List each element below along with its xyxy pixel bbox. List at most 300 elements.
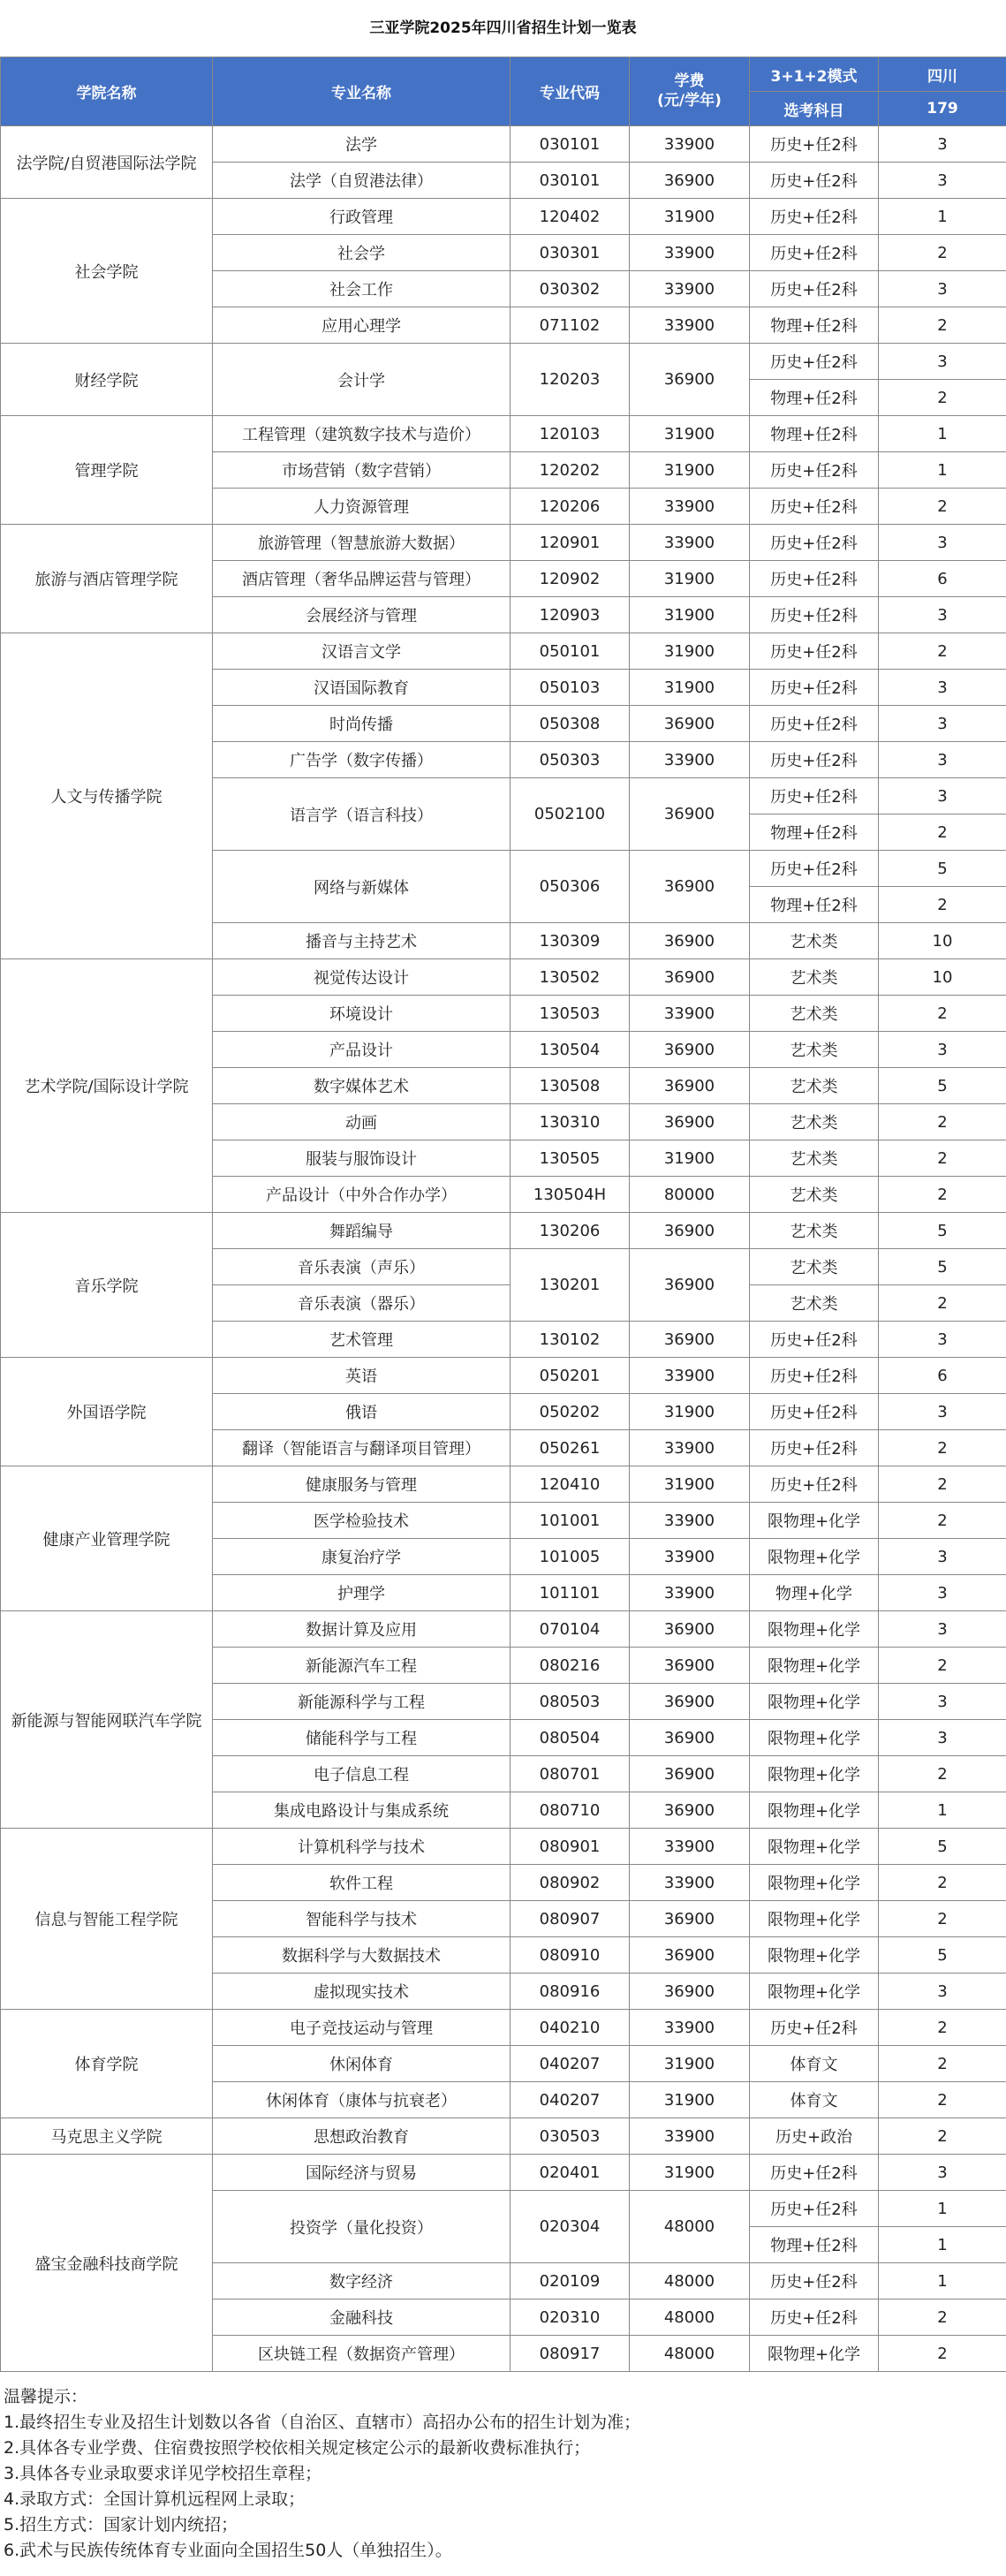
plan-count: 2 bbox=[879, 1285, 1006, 1322]
admission-plan-table bbox=[0, 57, 1006, 2372]
plan-count: 3 bbox=[879, 778, 1006, 814]
plan-count: 3 bbox=[879, 1575, 1006, 1611]
plan-count: 5 bbox=[879, 1213, 1006, 1249]
subject-requirement: 历史+任2科 bbox=[750, 163, 879, 199]
major-code: 130201 bbox=[511, 1249, 630, 1322]
subject-requirement: 历史+任2科 bbox=[750, 199, 879, 235]
subject-requirement: 艺术类 bbox=[750, 923, 879, 959]
plan-count: 1 bbox=[879, 452, 1006, 489]
major-code: 030302 bbox=[511, 271, 630, 307]
tuition-fee: 31900 bbox=[630, 597, 750, 633]
subject-requirement: 艺术类 bbox=[750, 1032, 879, 1068]
subject-requirement: 历史+任2科 bbox=[750, 2010, 879, 2046]
plan-count: 3 bbox=[879, 706, 1006, 742]
major-name: 音乐表演（声乐） bbox=[213, 1249, 511, 1285]
header-fee bbox=[630, 57, 750, 126]
major-name: 服装与服饰设计 bbox=[213, 1140, 511, 1177]
tuition-fee: 48000 bbox=[630, 2263, 750, 2299]
major-name: 工程管理（建筑数字技术与造价） bbox=[213, 416, 511, 452]
subject-requirement: 限物理+化学 bbox=[750, 2336, 879, 2372]
major-code: 050306 bbox=[511, 851, 630, 923]
tuition-fee: 80000 bbox=[630, 1177, 750, 1213]
table-row bbox=[1, 959, 1006, 996]
notes-section bbox=[0, 2372, 1006, 2576]
major-code: 080907 bbox=[511, 1901, 630, 1937]
subject-requirement: 历史+任2科 bbox=[750, 706, 879, 742]
major-name: 数据计算及应用 bbox=[213, 1611, 511, 1648]
major-code: 080917 bbox=[511, 2336, 630, 2372]
tuition-fee: 36900 bbox=[630, 1611, 750, 1648]
major-name: 健康服务与管理 bbox=[213, 1466, 511, 1503]
plan-count: 3 bbox=[879, 271, 1006, 307]
college-name: 马克思主义学院 bbox=[1, 2118, 213, 2155]
major-code: 120402 bbox=[511, 199, 630, 235]
major-name: 计算机科学与技术 bbox=[213, 1829, 511, 1865]
major-code: 030503 bbox=[511, 2118, 630, 2155]
subject-requirement: 艺术类 bbox=[750, 1104, 879, 1140]
tuition-fee: 33900 bbox=[630, 1503, 750, 1539]
plan-count: 3 bbox=[879, 1684, 1006, 1720]
major-code: 080503 bbox=[511, 1684, 630, 1720]
major-code: 040207 bbox=[511, 2082, 630, 2118]
header-fee-line2: (元/学年) bbox=[632, 92, 747, 110]
tuition-fee: 33900 bbox=[630, 525, 750, 561]
plan-count: 2 bbox=[879, 489, 1006, 525]
table-row bbox=[1, 1829, 1006, 1865]
major-code: 030101 bbox=[511, 126, 630, 163]
tuition-fee: 31900 bbox=[630, 2155, 750, 2191]
tuition-fee: 36900 bbox=[630, 778, 750, 851]
major-name: 人力资源管理 bbox=[213, 489, 511, 525]
college-name: 社会学院 bbox=[1, 199, 213, 344]
major-code: 050261 bbox=[511, 1430, 630, 1466]
plan-count: 2 bbox=[879, 814, 1006, 851]
subject-requirement: 物理+任2科 bbox=[750, 814, 879, 851]
subject-requirement: 历史+政治 bbox=[750, 2118, 879, 2155]
major-code: 130102 bbox=[511, 1322, 630, 1358]
major-code: 030101 bbox=[511, 163, 630, 199]
subject-requirement: 历史+任2科 bbox=[750, 2299, 879, 2336]
major-name: 国际经济与贸易 bbox=[213, 2155, 511, 2191]
subject-requirement: 历史+任2科 bbox=[750, 271, 879, 307]
major-code: 080710 bbox=[511, 1792, 630, 1829]
subject-requirement: 历史+任2科 bbox=[750, 851, 879, 887]
subject-requirement: 物理+任2科 bbox=[750, 887, 879, 923]
plan-count: 3 bbox=[879, 1032, 1006, 1068]
tuition-fee: 33900 bbox=[630, 2010, 750, 2046]
major-code: 080701 bbox=[511, 1756, 630, 1792]
plan-count: 2 bbox=[879, 996, 1006, 1032]
plan-count: 2 bbox=[879, 2046, 1006, 2082]
major-code: 130309 bbox=[511, 923, 630, 959]
major-code: 050103 bbox=[511, 670, 630, 706]
subject-requirement: 物理+任2科 bbox=[750, 416, 879, 452]
major-name: 软件工程 bbox=[213, 1865, 511, 1901]
tuition-fee: 31900 bbox=[630, 416, 750, 452]
major-code: 101005 bbox=[511, 1539, 630, 1575]
plan-count: 3 bbox=[879, 1394, 1006, 1430]
header-province: 四川 bbox=[879, 57, 1006, 92]
header-fee-line1: 学费 bbox=[632, 72, 747, 91]
plan-count: 2 bbox=[879, 2299, 1006, 2336]
major-name: 汉语言文学 bbox=[213, 633, 511, 670]
major-code: 130505 bbox=[511, 1140, 630, 1177]
subject-requirement: 历史+任2科 bbox=[750, 489, 879, 525]
major-code: 071102 bbox=[511, 307, 630, 344]
note-item: 5.招生方式：国家计划内统招； bbox=[4, 2512, 1002, 2538]
plan-count: 2 bbox=[879, 2118, 1006, 2155]
major-name: 储能科学与工程 bbox=[213, 1720, 511, 1756]
header-major: 专业名称 bbox=[213, 57, 511, 126]
major-code: 130502 bbox=[511, 959, 630, 996]
table-body bbox=[1, 126, 1006, 2372]
major-code: 030301 bbox=[511, 235, 630, 271]
tuition-fee: 33900 bbox=[630, 126, 750, 163]
major-code: 050308 bbox=[511, 706, 630, 742]
major-name: 俄语 bbox=[213, 1394, 511, 1430]
major-name: 康复治疗学 bbox=[213, 1539, 511, 1575]
college-name: 盛宝金融科技商学院 bbox=[1, 2155, 213, 2372]
major-code: 080902 bbox=[511, 1865, 630, 1901]
table-row bbox=[1, 1213, 1006, 1249]
subject-requirement: 艺术类 bbox=[750, 1177, 879, 1213]
tuition-fee: 36900 bbox=[630, 959, 750, 996]
major-name: 电子竞技运动与管理 bbox=[213, 2010, 511, 2046]
plan-count: 5 bbox=[879, 851, 1006, 887]
major-code: 020401 bbox=[511, 2155, 630, 2191]
subject-requirement: 历史+任2科 bbox=[750, 344, 879, 380]
college-name: 健康产业管理学院 bbox=[1, 1466, 213, 1611]
tuition-fee: 31900 bbox=[630, 452, 750, 489]
subject-requirement: 限物理+化学 bbox=[750, 1865, 879, 1901]
major-name: 思想政治教育 bbox=[213, 2118, 511, 2155]
major-code: 101101 bbox=[511, 1575, 630, 1611]
plan-count: 1 bbox=[879, 2191, 1006, 2227]
tuition-fee: 36900 bbox=[630, 1322, 750, 1358]
tuition-fee: 33900 bbox=[630, 1430, 750, 1466]
tuition-fee: 36900 bbox=[630, 1974, 750, 2010]
header-subjects: 选考科目 bbox=[750, 92, 879, 126]
major-code: 070104 bbox=[511, 1611, 630, 1648]
plan-count: 3 bbox=[879, 1322, 1006, 1358]
subject-requirement: 历史+任2科 bbox=[750, 633, 879, 670]
subject-requirement: 历史+任2科 bbox=[750, 525, 879, 561]
plan-count: 5 bbox=[879, 1068, 1006, 1104]
major-name: 集成电路设计与集成系统 bbox=[213, 1792, 511, 1829]
tuition-fee: 36900 bbox=[630, 344, 750, 416]
major-name: 电子信息工程 bbox=[213, 1756, 511, 1792]
plan-count: 3 bbox=[879, 2155, 1006, 2191]
plan-count: 5 bbox=[879, 1249, 1006, 1285]
plan-count: 2 bbox=[879, 1430, 1006, 1466]
college-name: 新能源与智能网联汽车学院 bbox=[1, 1611, 213, 1829]
college-name: 信息与智能工程学院 bbox=[1, 1829, 213, 2010]
subject-requirement: 历史+任2科 bbox=[750, 1322, 879, 1358]
major-name: 产品设计（中外合作办学） bbox=[213, 1177, 511, 1213]
plan-count: 2 bbox=[879, 1104, 1006, 1140]
major-code: 020304 bbox=[511, 2191, 630, 2263]
subject-requirement: 限物理+化学 bbox=[750, 1720, 879, 1756]
major-name: 翻译（智能语言与翻译项目管理） bbox=[213, 1430, 511, 1466]
college-name: 人文与传播学院 bbox=[1, 633, 213, 959]
major-code: 120103 bbox=[511, 416, 630, 452]
tuition-fee: 31900 bbox=[630, 1394, 750, 1430]
header-college: 学院名称 bbox=[1, 57, 213, 126]
subject-requirement: 限物理+化学 bbox=[750, 1829, 879, 1865]
plan-count: 2 bbox=[879, 380, 1006, 416]
subject-requirement: 限物理+化学 bbox=[750, 1901, 879, 1937]
major-name: 播音与主持艺术 bbox=[213, 923, 511, 959]
tuition-fee: 33900 bbox=[630, 996, 750, 1032]
tuition-fee: 36900 bbox=[630, 1720, 750, 1756]
tuition-fee: 36900 bbox=[630, 1684, 750, 1720]
subject-requirement: 艺术类 bbox=[750, 996, 879, 1032]
tuition-fee: 36900 bbox=[630, 923, 750, 959]
major-name: 法学 bbox=[213, 126, 511, 163]
major-code: 020109 bbox=[511, 2263, 630, 2299]
plan-count: 1 bbox=[879, 1792, 1006, 1829]
college-name: 体育学院 bbox=[1, 2010, 213, 2118]
tuition-fee: 33900 bbox=[630, 307, 750, 344]
plan-count: 3 bbox=[879, 525, 1006, 561]
plan-count: 1 bbox=[879, 199, 1006, 235]
plan-count: 10 bbox=[879, 923, 1006, 959]
major-name: 酒店管理（奢华品牌运营与管理） bbox=[213, 561, 511, 597]
plan-count: 2 bbox=[879, 1177, 1006, 1213]
table-row bbox=[1, 1466, 1006, 1503]
major-name: 数字经济 bbox=[213, 2263, 511, 2299]
table-row bbox=[1, 633, 1006, 670]
tuition-fee: 31900 bbox=[630, 199, 750, 235]
notes-heading: 温馨提示： bbox=[4, 2384, 1002, 2410]
major-name: 数字媒体艺术 bbox=[213, 1068, 511, 1104]
tuition-fee: 36900 bbox=[630, 1901, 750, 1937]
plan-count: 1 bbox=[879, 416, 1006, 452]
table-row bbox=[1, 525, 1006, 561]
tuition-fee: 33900 bbox=[630, 235, 750, 271]
tuition-fee: 31900 bbox=[630, 2082, 750, 2118]
major-name: 投资学（量化投资） bbox=[213, 2191, 511, 2263]
plan-count: 3 bbox=[879, 742, 1006, 778]
plan-count: 2 bbox=[879, 307, 1006, 344]
major-name: 会计学 bbox=[213, 344, 511, 416]
subject-requirement: 历史+任2科 bbox=[750, 452, 879, 489]
subject-requirement: 物理+任2科 bbox=[750, 2227, 879, 2263]
table-row bbox=[1, 2155, 1006, 2191]
note-item: 4.录取方式：全国计算机远程网上录取； bbox=[4, 2487, 1002, 2512]
plan-count: 5 bbox=[879, 1937, 1006, 1974]
plan-count: 3 bbox=[879, 1974, 1006, 2010]
major-name: 舞蹈编导 bbox=[213, 1213, 511, 1249]
tuition-fee: 33900 bbox=[630, 1865, 750, 1901]
plan-count: 2 bbox=[879, 1756, 1006, 1792]
major-code: 080916 bbox=[511, 1974, 630, 2010]
plan-count: 3 bbox=[879, 1539, 1006, 1575]
major-name: 汉语国际教育 bbox=[213, 670, 511, 706]
subject-requirement: 物理+化学 bbox=[750, 1575, 879, 1611]
plan-count: 2 bbox=[879, 2082, 1006, 2118]
subject-requirement: 艺术类 bbox=[750, 1249, 879, 1285]
tuition-fee: 33900 bbox=[630, 1539, 750, 1575]
tuition-fee: 36900 bbox=[630, 1792, 750, 1829]
subject-requirement: 历史+任2科 bbox=[750, 235, 879, 271]
table-row bbox=[1, 416, 1006, 452]
major-name: 社会工作 bbox=[213, 271, 511, 307]
tuition-fee: 36900 bbox=[630, 1032, 750, 1068]
tuition-fee: 36900 bbox=[630, 706, 750, 742]
note-item: 2.具体各专业学费、住宿费按照学校依相关规定核定公示的最新收费标准执行； bbox=[4, 2436, 1002, 2461]
tuition-fee: 31900 bbox=[630, 1140, 750, 1177]
subject-requirement: 艺术类 bbox=[750, 1140, 879, 1177]
major-code: 130508 bbox=[511, 1068, 630, 1104]
subject-requirement: 限物理+化学 bbox=[750, 1648, 879, 1684]
plan-count: 3 bbox=[879, 163, 1006, 199]
major-name: 新能源汽车工程 bbox=[213, 1648, 511, 1684]
major-code: 130504H bbox=[511, 1177, 630, 1213]
major-name: 环境设计 bbox=[213, 996, 511, 1032]
subject-requirement: 艺术类 bbox=[750, 1213, 879, 1249]
college-name: 旅游与酒店管理学院 bbox=[1, 525, 213, 633]
subject-requirement: 艺术类 bbox=[750, 1285, 879, 1322]
tuition-fee: 33900 bbox=[630, 271, 750, 307]
major-name: 旅游管理（智慧旅游大数据） bbox=[213, 525, 511, 561]
major-name: 产品设计 bbox=[213, 1032, 511, 1068]
table-row bbox=[1, 2010, 1006, 2046]
major-code: 080901 bbox=[511, 1829, 630, 1865]
plan-count: 2 bbox=[879, 2010, 1006, 2046]
plan-count: 3 bbox=[879, 126, 1006, 163]
major-code: 130504 bbox=[511, 1032, 630, 1068]
plan-count: 2 bbox=[879, 235, 1006, 271]
subject-requirement: 体育文 bbox=[750, 2046, 879, 2082]
college-name: 管理学院 bbox=[1, 416, 213, 525]
major-code: 130503 bbox=[511, 996, 630, 1032]
major-code: 120901 bbox=[511, 525, 630, 561]
major-name: 护理学 bbox=[213, 1575, 511, 1611]
tuition-fee: 33900 bbox=[630, 1358, 750, 1394]
college-name: 法学院/自贸港国际法学院 bbox=[1, 126, 213, 199]
plan-count: 2 bbox=[879, 1466, 1006, 1503]
subject-requirement: 历史+任2科 bbox=[750, 1394, 879, 1430]
tuition-fee: 36900 bbox=[630, 1068, 750, 1104]
major-name: 社会学 bbox=[213, 235, 511, 271]
major-name: 休闲体育 bbox=[213, 2046, 511, 2082]
major-name: 动画 bbox=[213, 1104, 511, 1140]
major-name: 数据科学与大数据技术 bbox=[213, 1937, 511, 1974]
table-row bbox=[1, 2118, 1006, 2155]
tuition-fee: 36900 bbox=[630, 163, 750, 199]
tuition-fee: 31900 bbox=[630, 561, 750, 597]
tuition-fee: 36900 bbox=[630, 1104, 750, 1140]
major-name: 法学（自贸港法律） bbox=[213, 163, 511, 199]
subject-requirement: 物理+任2科 bbox=[750, 307, 879, 344]
major-code: 101001 bbox=[511, 1503, 630, 1539]
note-item: 3.具体各专业录取要求详见学校招生章程； bbox=[4, 2461, 1002, 2487]
major-code: 120903 bbox=[511, 597, 630, 633]
major-code: 050202 bbox=[511, 1394, 630, 1430]
subject-requirement: 历史+任2科 bbox=[750, 561, 879, 597]
major-code: 120410 bbox=[511, 1466, 630, 1503]
tuition-fee: 31900 bbox=[630, 2046, 750, 2082]
major-name: 休闲体育（康体与抗衰老） bbox=[213, 2082, 511, 2118]
major-name: 医学检验技术 bbox=[213, 1503, 511, 1539]
major-name: 网络与新媒体 bbox=[213, 851, 511, 923]
tuition-fee: 31900 bbox=[630, 670, 750, 706]
subject-requirement: 限物理+化学 bbox=[750, 1684, 879, 1720]
subject-requirement: 历史+任2科 bbox=[750, 2191, 879, 2227]
plan-count: 2 bbox=[879, 1901, 1006, 1937]
major-name: 金融科技 bbox=[213, 2299, 511, 2336]
tuition-fee: 33900 bbox=[630, 1829, 750, 1865]
subject-requirement: 历史+任2科 bbox=[750, 742, 879, 778]
plan-count: 1 bbox=[879, 2263, 1006, 2299]
subject-requirement: 限物理+化学 bbox=[750, 1974, 879, 2010]
tuition-fee: 36900 bbox=[630, 1937, 750, 1974]
major-name: 英语 bbox=[213, 1358, 511, 1394]
major-name: 会展经济与管理 bbox=[213, 597, 511, 633]
subject-requirement: 历史+任2科 bbox=[750, 1430, 879, 1466]
note-item: 6.武术与民族传统体育专业面向全国招生50人（单独招生）。 bbox=[4, 2538, 1002, 2564]
plan-count: 2 bbox=[879, 633, 1006, 670]
header-mode: 3+1+2模式 bbox=[750, 57, 879, 92]
subject-requirement: 历史+任2科 bbox=[750, 670, 879, 706]
tuition-fee: 33900 bbox=[630, 1575, 750, 1611]
tuition-fee: 31900 bbox=[630, 1466, 750, 1503]
major-name: 智能科学与技术 bbox=[213, 1901, 511, 1937]
plan-count: 5 bbox=[879, 1829, 1006, 1865]
major-code: 120902 bbox=[511, 561, 630, 597]
major-code: 050303 bbox=[511, 742, 630, 778]
table-row bbox=[1, 344, 1006, 380]
tuition-fee: 36900 bbox=[630, 1648, 750, 1684]
plan-count: 2 bbox=[879, 887, 1006, 923]
tuition-fee: 36900 bbox=[630, 1213, 750, 1249]
plan-count: 2 bbox=[879, 1865, 1006, 1901]
major-name: 广告学（数字传播） bbox=[213, 742, 511, 778]
plan-count: 2 bbox=[879, 1503, 1006, 1539]
major-code: 020310 bbox=[511, 2299, 630, 2336]
table-header bbox=[1, 57, 1006, 126]
major-code: 120206 bbox=[511, 489, 630, 525]
plan-count: 6 bbox=[879, 561, 1006, 597]
tuition-fee: 48000 bbox=[630, 2191, 750, 2263]
major-code: 130310 bbox=[511, 1104, 630, 1140]
college-name: 音乐学院 bbox=[1, 1213, 213, 1358]
college-name: 外国语学院 bbox=[1, 1358, 213, 1466]
subject-requirement: 历史+任2科 bbox=[750, 597, 879, 633]
plan-count: 2 bbox=[879, 2336, 1006, 2372]
subject-requirement: 限物理+化学 bbox=[750, 1611, 879, 1648]
major-code: 080216 bbox=[511, 1648, 630, 1684]
table-row bbox=[1, 1611, 1006, 1648]
plan-count: 3 bbox=[879, 597, 1006, 633]
major-name: 新能源科学与工程 bbox=[213, 1684, 511, 1720]
subject-requirement: 艺术类 bbox=[750, 959, 879, 996]
major-code: 080504 bbox=[511, 1720, 630, 1756]
header-code: 专业代码 bbox=[511, 57, 630, 126]
major-code: 040210 bbox=[511, 2010, 630, 2046]
tuition-fee: 48000 bbox=[630, 2336, 750, 2372]
subject-requirement: 历史+任2科 bbox=[750, 1358, 879, 1394]
major-name: 行政管理 bbox=[213, 199, 511, 235]
plan-count: 3 bbox=[879, 344, 1006, 380]
table-row bbox=[1, 126, 1006, 163]
plan-count: 3 bbox=[879, 1611, 1006, 1648]
header-total: 179 bbox=[879, 92, 1006, 126]
subject-requirement: 历史+任2科 bbox=[750, 1466, 879, 1503]
subject-requirement: 体育文 bbox=[750, 2082, 879, 2118]
tuition-fee: 33900 bbox=[630, 2118, 750, 2155]
